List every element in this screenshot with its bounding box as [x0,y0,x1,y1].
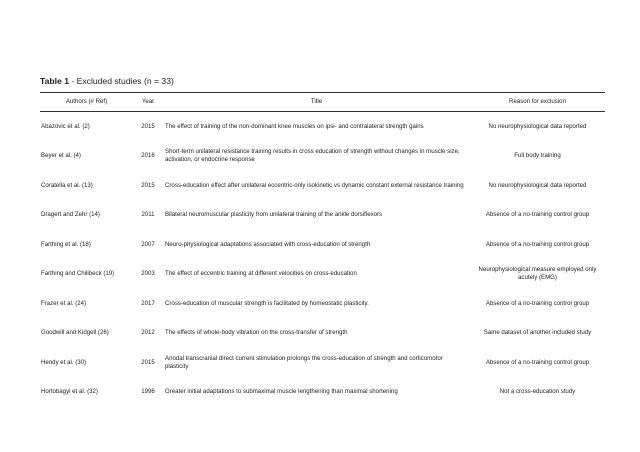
reason-cell: Neurophysiological measure employed only acutely (EMG) [478,266,597,282]
reason-cell: Absence of a no-training control group [485,211,590,219]
author-cell: Abazovic et al. (2) [41,122,90,130]
reason-cell: Absence of a no-training control group [485,240,590,248]
title-cell: Bilateral neuromuscular plasticity from unilateral training of the ankle dorsiflexors [165,211,383,219]
title-cell: Cross-education of muscular strength is facilitated by homeostatic plasticity. [165,299,369,307]
year-cell: 1996 [141,388,155,396]
title-cell: Anodal transcranial direct current stimulation prolongs the cross-education of strength and corticomotor plasticity [165,354,443,370]
table-row [40,378,605,408]
table-header-row [40,93,605,112]
table-caption [40,76,174,86]
year-cell: 2015 [141,358,155,366]
table-caption-label: Table 1 [40,76,69,86]
title-cell: The effect of training of the non-dominant knee muscles on ipsi- and contralateral strength gains [165,122,424,130]
author-cell: Dragert and Zehr (14) [41,211,100,219]
year-cell: 2012 [141,329,155,337]
reason-cell: Not a cross-education study [499,388,576,396]
year-cell: 2011 [141,211,155,219]
year-cell: 2007 [141,240,155,248]
reason-cell: No neurophysiological data reported [488,181,587,189]
reason-cell: Absence of a no-training control group [485,299,590,307]
table-row [40,348,605,378]
author-cell: Goodwill and Kidgell (26) [41,329,109,337]
table-body [40,112,605,408]
table-row [40,319,605,349]
year-cell: 2015 [141,181,155,189]
title-cell: Greater initial adaptations to submaximal muscle lengthening than maximal shortening [165,388,398,396]
table-row [40,201,605,231]
title-cell: The effect of eccentric training at different velocities on cross-education [165,270,357,278]
year-cell: 2016 [141,152,155,160]
year-cell: 2017 [141,299,155,307]
table-row [40,260,605,290]
author-cell: Farthing et al. (18) [41,240,91,248]
table-row [40,230,605,260]
title-cell: Cross-education effect after unilateral eccentric-only isokinetic vs dynamic constant external resistance training [165,181,464,189]
table-row [40,112,605,142]
excluded-studies-table [40,92,605,407]
author-cell: Hortobagyi et al. (32) [41,388,98,396]
reason-cell: No neurophysiological data reported [488,122,587,130]
author-cell: Frazer et al. (24) [41,299,87,307]
column-header-year: Year [133,93,163,112]
year-cell: 2003 [141,270,155,278]
author-cell: Coratella et al. (13) [41,181,93,189]
table-caption-text: - Excluded studies (n = 33) [68,76,174,86]
reason-cell: Full body training [514,152,561,160]
title-cell: Short-term unilateral resistance training results in cross education of strength without changes in muscle size, activation, or endocrine response [165,148,460,164]
author-cell: Beyer et al. (4) [41,152,81,160]
reason-cell: Same dataset of another included study [483,329,592,337]
title-cell: The effects of whole-body vibration on the cross-transfer of strength [165,329,348,337]
author-cell: Farthing and Chilibeck (19) [41,270,115,278]
table-row [40,142,605,172]
title-cell: Neuro-physiological adaptations associated with cross-education of strength [165,240,371,248]
column-header-authors: Authors (# Ref) [40,93,133,112]
column-header-reason: Reason for exclusion [470,93,605,112]
table-row [40,289,605,319]
table-row [40,171,605,201]
author-cell: Hendy et al. (30) [41,358,87,366]
year-cell: 2015 [141,122,155,130]
reason-cell: Absence of a no-training control group [485,358,590,366]
column-header-title: Title [163,93,470,112]
table-header [40,93,605,112]
